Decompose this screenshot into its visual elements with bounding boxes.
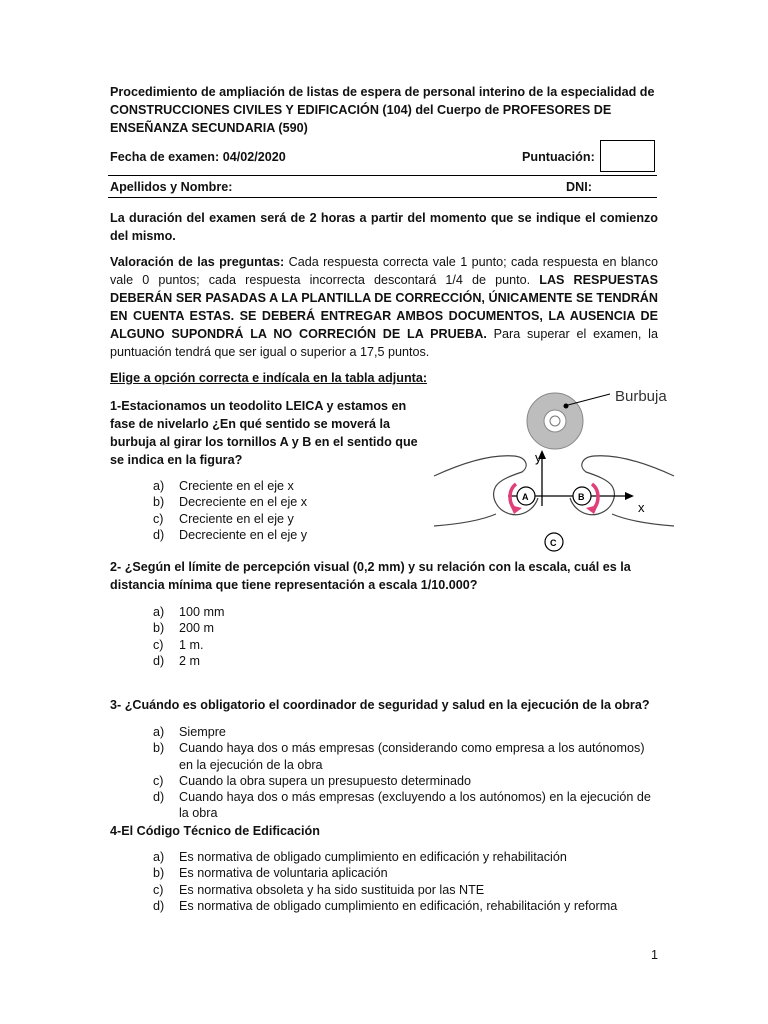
- score-box[interactable]: [600, 140, 655, 172]
- question-4-text: 4-El Código Técnico de Edificación: [110, 824, 320, 838]
- bubble-pointer: [568, 394, 610, 405]
- option-item[interactable]: b) Cuando haya dos o más empresas (considerando como empresa a los autónomos) en la ejecución de la obra: [153, 741, 645, 772]
- valuation-text: Cada respuesta correcta vale 1 punto; cada respuesta en blanco vale 0 puntos; cada respuesta incorrecta descontará 1/4 de punto.: [110, 255, 658, 287]
- question-1-options: [153, 478, 443, 543]
- x-arrowhead: [625, 492, 634, 500]
- question-2-options: [153, 604, 453, 669]
- vial-center: [550, 416, 560, 426]
- left-hand: [434, 456, 538, 515]
- option-item[interactable]: a) Creciente en el eje x: [153, 479, 294, 493]
- valuation-paragraph: [110, 253, 658, 361]
- option-item[interactable]: c) Creciente en el eje y: [153, 511, 294, 526]
- question-2-text: 2- ¿Según el límite de percepción visual (0,2 mm) y su relación con la escala, cuál es la distancia mínima que tiene representación a escala 1/10.000?: [110, 560, 631, 592]
- option-item[interactable]: c) Cuando la obra supera un presupuesto determinado: [153, 773, 471, 788]
- leveling-figure: [430, 384, 678, 552]
- option-item[interactable]: d) 2 m: [153, 653, 200, 668]
- exam-date: Fecha de examen: 04/02/2020: [110, 150, 286, 164]
- screw-c-label: C: [550, 538, 557, 548]
- bubble-dot: [564, 404, 569, 409]
- option-item[interactable]: a) Siempre: [153, 725, 226, 739]
- divider-line: [108, 197, 657, 198]
- option-item[interactable]: c) Es normativa obsoleta y ha sido sustituida por las NTE: [153, 882, 485, 897]
- divider-line: [108, 175, 657, 176]
- valuation-tail: Para superar el examen, la puntuación tendrá que ser igual o superior a 17,5 puntos.: [110, 327, 658, 359]
- option-item[interactable]: d) Cuando haya dos o más empresas (excluyendo a los autónomos) en la ejecución de la obra: [153, 790, 651, 821]
- name-label: Apellidos y Nombre:: [110, 180, 233, 194]
- question-3-text: 3- ¿Cuándo es obligatorio el coordinador de seguridad y salud en la ejecución de la obra?: [110, 698, 650, 712]
- option-item[interactable]: d) Es normativa de obligado cumplimiento en edificación, rehabilitación y reforma: [153, 898, 618, 913]
- leveling-diagram: [430, 384, 678, 552]
- left-wrist: [434, 514, 496, 526]
- option-item[interactable]: d) Decreciente en el eje y: [153, 527, 308, 542]
- screw-a-label: A: [522, 492, 529, 502]
- question-1-text: 1-Estacionamos un teodolito LEICA y estamos en fase de nivelarlo ¿En qué sentido se moverá la burbuja al girar los tornillos A y B en el sentido que se indica en la figura?: [110, 399, 418, 467]
- bubble-label: Burbuja: [615, 388, 667, 405]
- dni-label: DNI:: [566, 180, 592, 194]
- right-wrist: [612, 514, 674, 526]
- rotation-arrowhead-b: [586, 505, 598, 514]
- option-item[interactable]: c) 1 m.: [153, 637, 204, 652]
- option-item[interactable]: a) Es normativa de obligado cumplimiento en edificación y rehabilitación: [153, 850, 567, 864]
- option-item[interactable]: a) 100 mm: [153, 605, 225, 619]
- right-hand: [570, 456, 674, 515]
- option-item[interactable]: b) Decreciente en el eje x: [153, 495, 308, 510]
- option-item[interactable]: b) 200 m: [153, 621, 215, 636]
- y-axis-label: y: [535, 450, 542, 465]
- duration-text: La duración del examen será de 2 horas a partir del momento que se indique el comienzo del mismo.: [110, 211, 658, 243]
- page-number: 1: [651, 948, 659, 962]
- instruction-text: Elige a opción correcta e indícala en la tabla adjunta:: [110, 371, 428, 385]
- question-4-options: [153, 849, 659, 914]
- valuation-bold: LAS RESPUESTAS DEBERÁN SER PASADAS A LA PLANTILLA DE CORRECCIÓN, ÚNICAMENTE SE TENDRÁN EN CUENTA ESTAS. SE DEBERÁ ENTREGAR AMBOS DOCUMENTOS, LA AUSENCIA DE ALGUNO SUPONDRÁ LA NO CORRECIÓN DE LA PRUEBA.: [110, 273, 658, 341]
- question-3-options: [153, 724, 659, 822]
- document-title: Procedimiento de ampliación de listas de espera de personal interino de la especialidad de CONSTRUCCIONES CIVILES Y EDIFICACIÓN (104) del Cuerpo de PROFESORES DE ENSEÑANZA SECUNDARIA (590): [110, 85, 655, 135]
- rotation-arrowhead-a: [510, 505, 522, 514]
- score-label: Puntuación:: [522, 150, 595, 164]
- valuation-label: Valoración de las preguntas:: [110, 255, 285, 269]
- x-axis-label: x: [638, 500, 645, 515]
- screw-b-label: B: [578, 492, 585, 502]
- option-item[interactable]: b) Es normativa de voluntaria aplicación: [153, 866, 388, 881]
